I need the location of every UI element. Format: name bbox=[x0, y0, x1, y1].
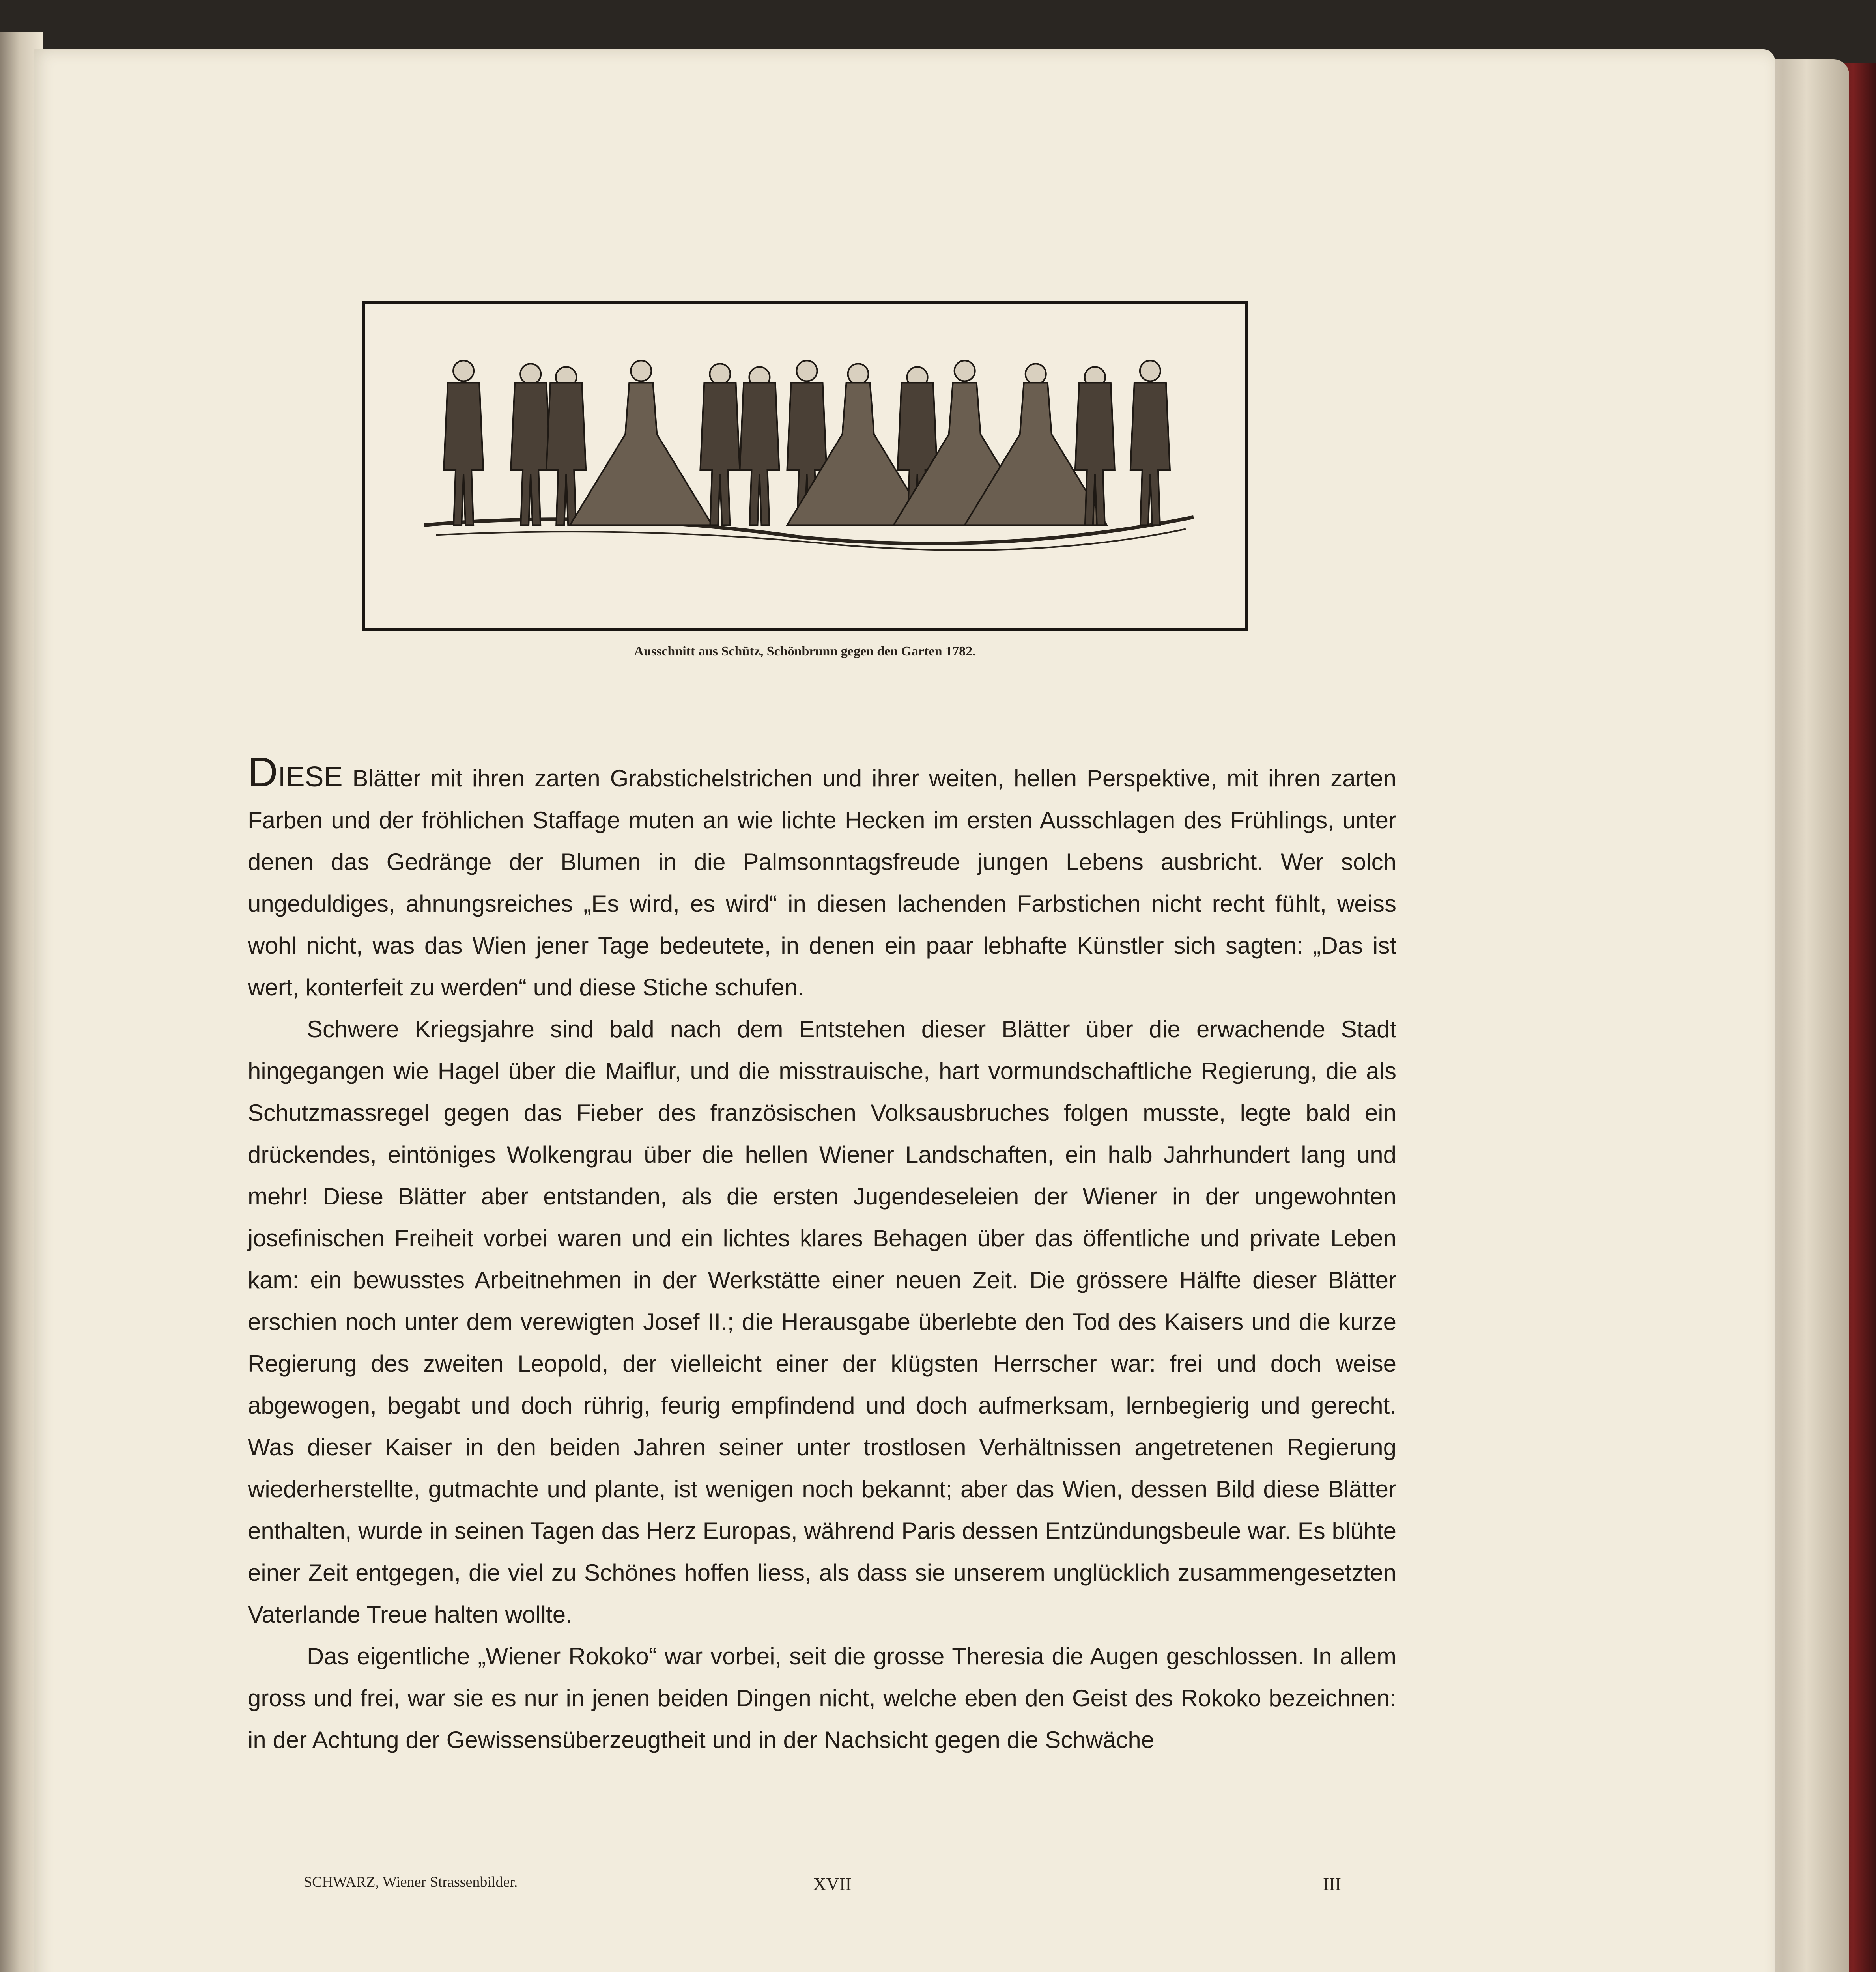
engraved-figure bbox=[444, 360, 483, 525]
engraved-figure bbox=[546, 367, 586, 525]
engraved-figure bbox=[700, 364, 740, 525]
paragraph-1-text: Blätter mit ihren zarten Grabstichelstrichen und ihrer weiten, hellen Perspektive, mit ihren zarten Farben und der fröhlichen Staffage muten an wie lichte Hecken im ersten Ausschlagen des Frühlings, unter denen das Gedränge der Blumen in die Palmsonntagsfreude jungen Lebens ausbricht. Wer solch ungeduldiges, ahnungsreiches „Es wird, es wird“ in diesen lachenden Farbstichen nicht recht fühlt, weiss wohl nicht, was das Wien jener Tage bedeutete, in denen ein paar lebhafte Künstler sich sagten: „Das ist wert, konterfeit zu werden“ und diese Stiche schufen. bbox=[248, 765, 1396, 1001]
drop-cap: D bbox=[248, 749, 278, 796]
paragraph-2: Schwere Kriegsjahre sind bald nach dem Entstehen dieser Blätter über die erwachende Stadt hingegangen wie Hagel über die Maiflur, und die misstrauische, hart vormundschaftliche Regierung, die als Schutzmassregel gegen das Fieber des französischen Volksausbruches folgen musste, legte bald ein drückendes, eintöniges Wolkengrau über die hellen Wiener Landschaften, ein halb Jahrhundert lang und mehr! Diese Blätter aber entstanden, als die ersten Jugendeseleien der Wiener in der ungewohnten josefinischen Freiheit vorbei waren und ein lichtes klares Behagen über das öffentliche und private Leben kam: ein bewusstes Arbeitnehmen in der Werkstätte einer neuen Zeit. Die grössere Hälfte dieser Blätter erschien noch unter dem verewigten Josef II.; die Herausgabe überlebte den Tod des Kaisers und die kurze Regierung des zweiten Leopold, der vielleicht einer der klügsten Herrscher war: frei und doch weise abgewogen, begabt und doch rührig, feurig empfindend und doch aufmerksam, lernbegierig und gerecht. Was dieser Kaiser in den beiden Jahren seiner unter trostlosen Verhältnissen angetretenen Regierung wiederherstellte, gutmachte und plante, ist wenigen noch bekannt; aber das Wien, dessen Bild diese Blätter enthalten, wurde in seinen Tagen das Herz Europas, während Paris dessen Entzündungsbeule war. Es blühte einer Zeit entgegen, die viel zu Schönes hoffen liess, als dass sie unserem unglücklich zusammengesetzten Vaterlande Treue halten wollte. bbox=[248, 1016, 1396, 1628]
paragraph-3: Das eigentliche „Wiener Rokoko“ war vorbei, seit die grosse Theresia die Augen geschlossen. In allem gross und frei, war sie es nur in jenen beiden Dingen nicht, welche eben den Geist des Rokoko bezeichnen: in der Achtung der Gewissensüberzeugtheit und in der Nachsicht gegen die Schwäche bbox=[248, 1643, 1396, 1753]
engraved-figure bbox=[740, 367, 779, 525]
paragraph-1 bbox=[248, 749, 1396, 1008]
engraved-figure bbox=[1130, 360, 1170, 525]
figure-illustration bbox=[362, 301, 1248, 631]
engraved-figure bbox=[511, 364, 550, 525]
sheet-number: III bbox=[1323, 1874, 1341, 1894]
body-text bbox=[248, 749, 1396, 1761]
page-number: XVII bbox=[813, 1874, 852, 1894]
engraved-figure bbox=[570, 360, 712, 525]
lead-word: IESE bbox=[278, 761, 343, 793]
figure-caption: Ausschnitt aus Schütz, Schönbrunn gegen den Garten 1782. bbox=[634, 644, 976, 659]
engraving-of-courtly-figures-icon bbox=[365, 304, 1245, 628]
footer-signature: SCHWARZ, Wiener Strassenbilder. bbox=[304, 1874, 518, 1890]
